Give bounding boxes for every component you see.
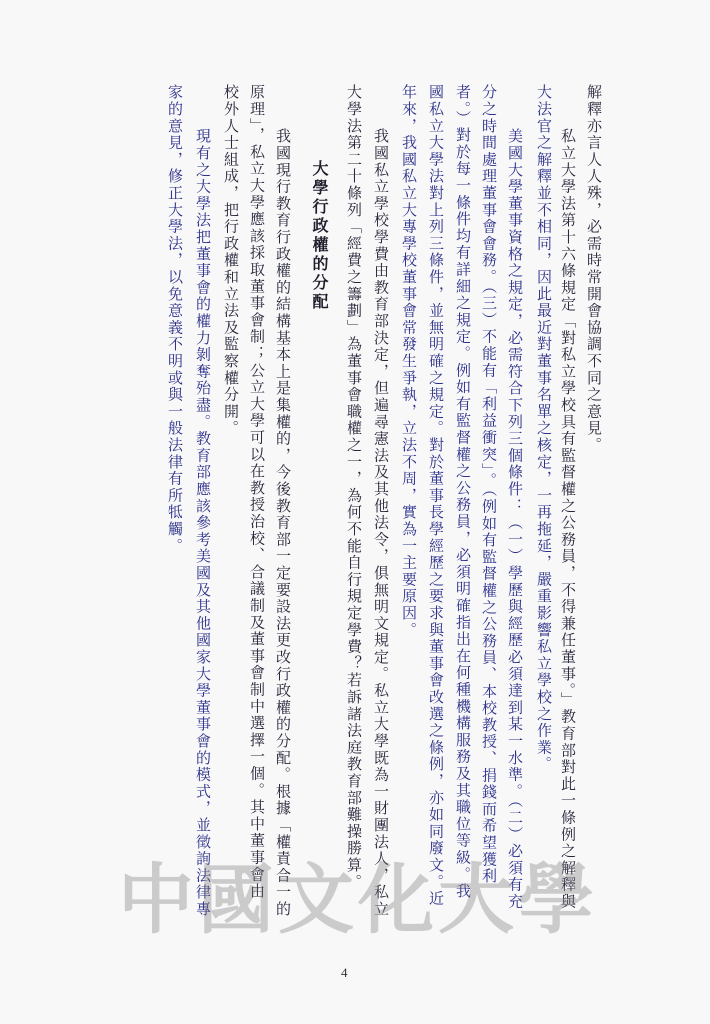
text-column-8: 年來，我國私立大專學校董事會常發生爭執，立法不周，實為一主要原因。	[400, 84, 418, 639]
text-column-6: 者。）對於每一條件均有詳細之規定。例如有監督權之公務員，必須明確指出在何種機構服務及其職位等級。我	[454, 84, 472, 900]
text-column-14: 現有之大學法把董事會的權力剝奪殆盡。教育部應該參考美國及其他國家大學董事會的模式，並徵詢法律專	[194, 128, 212, 918]
text-column-1: 解釋亦言人人殊，必需時常開會協調不同之意見。	[585, 84, 603, 454]
text-column-2: 私立大學法第十六條規定「對私立學校具有監督權之公務員，不得兼任董事。」教育部對此一條例之解釋與	[559, 128, 577, 911]
university-watermark: 中國文化大學	[118, 855, 598, 944]
section-heading: 大學行政權的分配	[310, 160, 329, 312]
text-column-13: 校外人士組成，把行政權和立法及監察權分開。	[222, 84, 240, 437]
text-column-11: 我國現行教育行政權的結構基本上是集權的，今後教育部一定要設法更改行政權的分配。根據「權責合一的	[274, 128, 292, 918]
text-column-10: 大學法第二十條列「經費之籌劃」為董事會職權之一，為何不能自行規定學費？若訴諸法庭教育部難操勝算。	[345, 84, 363, 891]
text-column-5: 分之時間處理董事會會務。（三）不能有「利益衝突」。（例如有監督權之公務員、本校教授、捐錢而希望獲利	[480, 84, 498, 885]
text-column-3: 大法官之解釋並不相同，因此最近對董事名單之核定，一再拖延，嚴重影響私立學校之作業。	[535, 84, 553, 773]
text-column-12: 原理」，私立大學應該採取董事會制；公立大學可以在教授治校、合議制及董事會制中選擇一個。其中董事會由	[248, 84, 266, 900]
text-column-4: 美國大學董事資格之規定，必需符合下列三個條件：（一）學歷與經歷必須達到某一水準。（二）必須有充	[506, 128, 524, 911]
text-column-15: 家的意見，修正大學法，以免意義不明或與一般法律有所牴觸。	[166, 84, 184, 555]
text-column-9: 我國私立學校學費由教育部決定，但遍尋憲法及其他法令，俱無明文規定。私立大學既為一財團法人，私立	[372, 128, 390, 918]
text-column-7: 國私立大學法對上列三條件，並無明確之規定。對於董事長學經歷之要求與董事會改選之條例，亦如同廢文。近	[427, 84, 445, 908]
page-number: 4	[341, 965, 348, 980]
